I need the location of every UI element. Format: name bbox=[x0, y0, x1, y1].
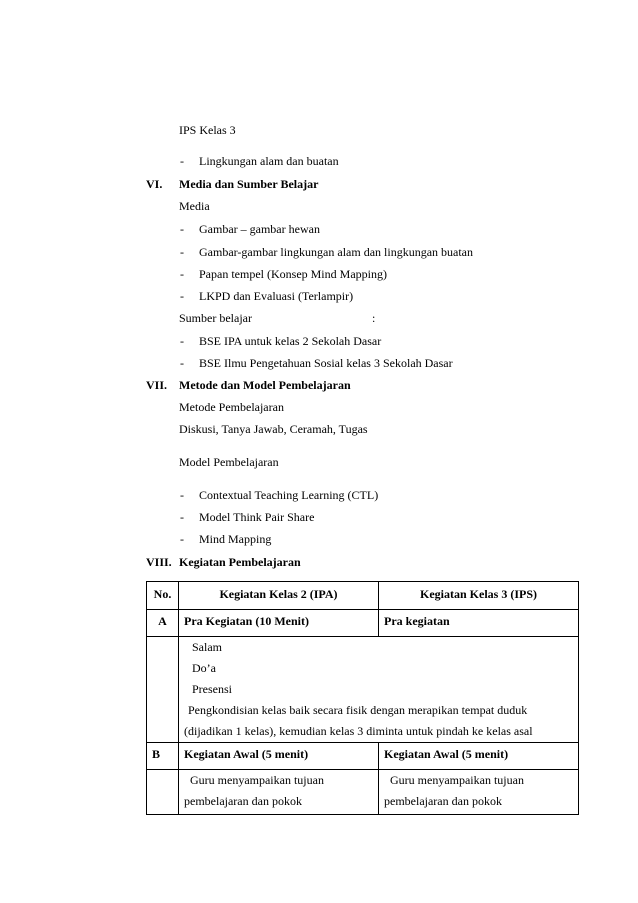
table-cell: Pra kegiatan bbox=[379, 610, 579, 637]
column-header: Kegiatan Kelas 3 (IPS) bbox=[379, 582, 579, 610]
table-cell bbox=[179, 770, 379, 815]
row-number: A bbox=[147, 610, 179, 637]
list-item: Lingkungan alam dan buatan bbox=[199, 154, 339, 168]
colon: : bbox=[372, 311, 376, 325]
table-row bbox=[147, 743, 579, 770]
activity-line: Guru menyampaikan tujuan bbox=[390, 773, 524, 787]
table-cell bbox=[147, 770, 179, 815]
sumber-label: Sumber belajar bbox=[179, 311, 252, 325]
activity-line: pembelajaran dan pokok bbox=[384, 794, 502, 808]
list-item: LKPD dan Evaluasi (Terlampir) bbox=[199, 289, 354, 303]
bullet-dash: - bbox=[180, 334, 184, 348]
section-number: VIII. bbox=[146, 555, 172, 569]
kegiatan-table bbox=[146, 581, 579, 815]
metode-label: Metode Pembelajaran bbox=[179, 400, 284, 414]
list-item: Model Think Pair Share bbox=[199, 510, 315, 524]
column-header: No. bbox=[147, 582, 179, 610]
list-item: Gambar-gambar lingkungan alam dan lingkungan buatan bbox=[199, 245, 474, 259]
table-row bbox=[147, 770, 579, 815]
bullet-dash: - bbox=[180, 222, 184, 236]
list-item: Mind Mapping bbox=[199, 532, 272, 546]
bullet-dash: - bbox=[180, 245, 184, 259]
activity-line: Presensi bbox=[192, 682, 232, 696]
bullet-dash: - bbox=[180, 154, 184, 168]
media-label: Media bbox=[179, 199, 210, 213]
table-cell bbox=[179, 637, 579, 743]
row-number: B bbox=[147, 743, 179, 770]
activity-line: Pengkondisian kelas baik secara fisik dengan merapikan tempat duduk bbox=[188, 703, 528, 717]
column-header: Kegiatan Kelas 2 (IPA) bbox=[179, 582, 379, 610]
section-title: Media dan Sumber Belajar bbox=[179, 177, 319, 191]
list-item: BSE IPA untuk kelas 2 Sekolah Dasar bbox=[199, 334, 382, 348]
activity-line: pembelajaran dan pokok bbox=[184, 794, 302, 808]
bullet-dash: - bbox=[180, 532, 184, 546]
table-cell: Pra Kegiatan (10 Menit) bbox=[179, 610, 379, 637]
list-item: Papan tempel (Konsep Mind Mapping) bbox=[199, 267, 387, 281]
list-item: BSE Ilmu Pengetahuan Sosial kelas 3 Sekolah Dasar bbox=[199, 356, 453, 370]
table-cell: Kegiatan Awal (5 menit) bbox=[379, 743, 579, 770]
table-cell bbox=[379, 770, 579, 815]
section-number: VII. bbox=[146, 378, 168, 392]
metode-value: Diskusi, Tanya Jawab, Ceramah, Tugas bbox=[179, 422, 368, 436]
list-item: Contextual Teaching Learning (CTL) bbox=[199, 488, 379, 502]
section-number: VI. bbox=[146, 177, 163, 191]
activity-line: Guru menyampaikan tujuan bbox=[190, 773, 324, 787]
activity-line: (dijadikan 1 kelas), kemudian kelas 3 diminta untuk pindah ke kelas asal bbox=[184, 724, 533, 738]
bullet-dash: - bbox=[180, 289, 184, 303]
subject-line: IPS Kelas 3 bbox=[179, 123, 236, 137]
section-title: Metode dan Model Pembelajaran bbox=[179, 378, 351, 392]
bullet-dash: - bbox=[180, 488, 184, 502]
table-row bbox=[147, 637, 579, 743]
list-item: Gambar – gambar hewan bbox=[199, 222, 320, 236]
table-cell: Kegiatan Awal (5 menit) bbox=[179, 743, 379, 770]
activity-line: Do’a bbox=[192, 661, 216, 675]
bullet-dash: - bbox=[180, 267, 184, 281]
model-label: Model Pembelajaran bbox=[179, 455, 279, 469]
bullet-dash: - bbox=[180, 356, 184, 370]
bullet-dash: - bbox=[180, 510, 184, 524]
section-title: Kegiatan Pembelajaran bbox=[179, 555, 301, 569]
activity-line: Salam bbox=[192, 640, 222, 654]
table-cell bbox=[147, 637, 179, 743]
table-row bbox=[147, 610, 579, 637]
table-header-row bbox=[147, 582, 579, 610]
